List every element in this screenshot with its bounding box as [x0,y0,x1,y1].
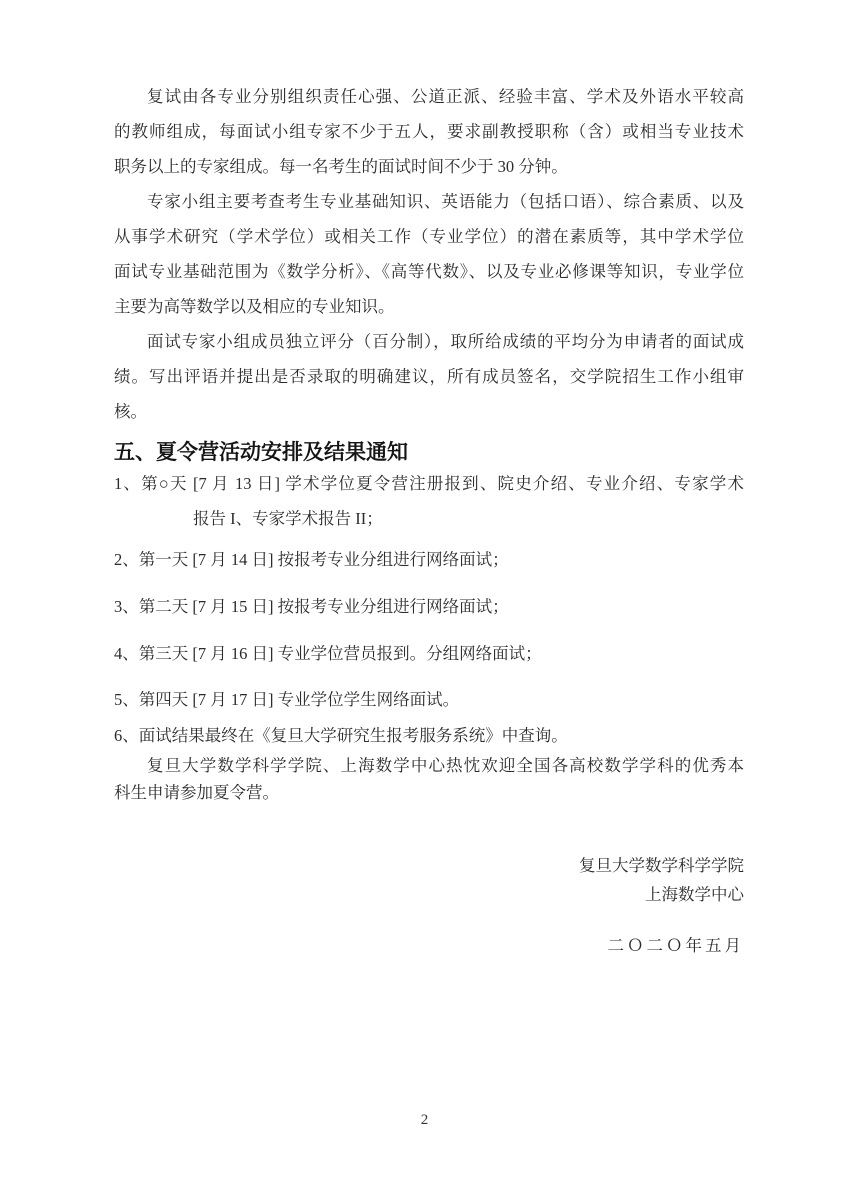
paragraph-panel-composition [114,79,744,184]
section-heading: 五、夏令营活动安排及结果通知 [114,441,408,464]
text-line: 复试由各专业分别组织责任心强、公道正派、经验丰富、学术及外语水平较高 [147,87,744,106]
text-line: 职务以上的专家组成。每一名考生的面试时间不少于 30 分钟。 [114,157,568,176]
signature-date-block [114,931,744,960]
text-line: 6、面试结果最终在《复旦大学研究生报考服务系统》中查询。 [114,726,568,745]
page-number: 2 [420,1112,429,1128]
text-line: 绩。写出评语并提出是否录取的明确建议，所有成员签名，交学院招生工作小组审 [114,367,744,386]
signature-block [114,851,744,909]
text-line: 4、第三天 [7 月 16 日] 专业学位营员报到。分组网络面试； [114,644,542,663]
text-line: 2、第一天 [7 月 14 日] 按报考专业分组进行网络面试； [114,550,509,569]
paragraph-scoring-procedure [114,324,744,429]
text-line: 科生申请参加夏令营。 [114,783,279,802]
text-line: 面试专业基础范围为《数学分析》、《高等代数》、以及专业必修课等知识，专业学位 [114,262,744,281]
signature-org-1: 复旦大学数学科学学院 [579,856,744,875]
schedule-item-2 [114,542,744,577]
text-line: 3、第二天 [7 月 15 日] 按报考专业分组进行网络面试； [114,597,509,616]
schedule-item-5 [114,682,744,717]
schedule-item-4 [114,636,744,671]
text-line: 复旦大学数学科学学院、上海数学中心热忱欢迎全国各高校数学学科的优秀本 [147,756,744,775]
schedule-item-1 [114,466,744,536]
text-line: 核。 [114,402,147,421]
signature-org-2: 上海数学中心 [645,885,744,904]
text-line: 1、第○天 [7 月 13 日] 学术学位夏令营注册报到、院史介绍、专业介绍、专家学术 [114,474,744,493]
text-line: 从事学术研究（学术学位）或相关工作（专业学位）的潜在素质等，其中学术学位 [114,227,744,246]
text-line: 面试专家小组成员独立评分（百分制），取所给成绩的平均分为申请者的面试成 [147,332,744,351]
closing-paragraph [114,752,744,806]
schedule-item-3 [114,589,744,624]
schedule-item-6 [114,718,744,753]
signature-date: 二Ｏ二Ｏ年五月 [607,936,744,955]
text-line: 主要为高等数学以及相应的专业知识。 [114,297,395,316]
paragraph-assessment-scope [114,184,744,324]
text-line: 报告 I、专家学术报告 II； [193,509,383,528]
text-line: 的教师组成，每面试小组专家不少于五人，要求副教授职称（含）或相当专业技术 [114,122,744,141]
text-line: 5、第四天 [7 月 17 日] 专业学位学生网络面试。 [114,690,460,709]
text-line: 专家小组主要考查考生专业基础知识、英语能力（包括口语）、综合素质、以及 [147,192,744,211]
